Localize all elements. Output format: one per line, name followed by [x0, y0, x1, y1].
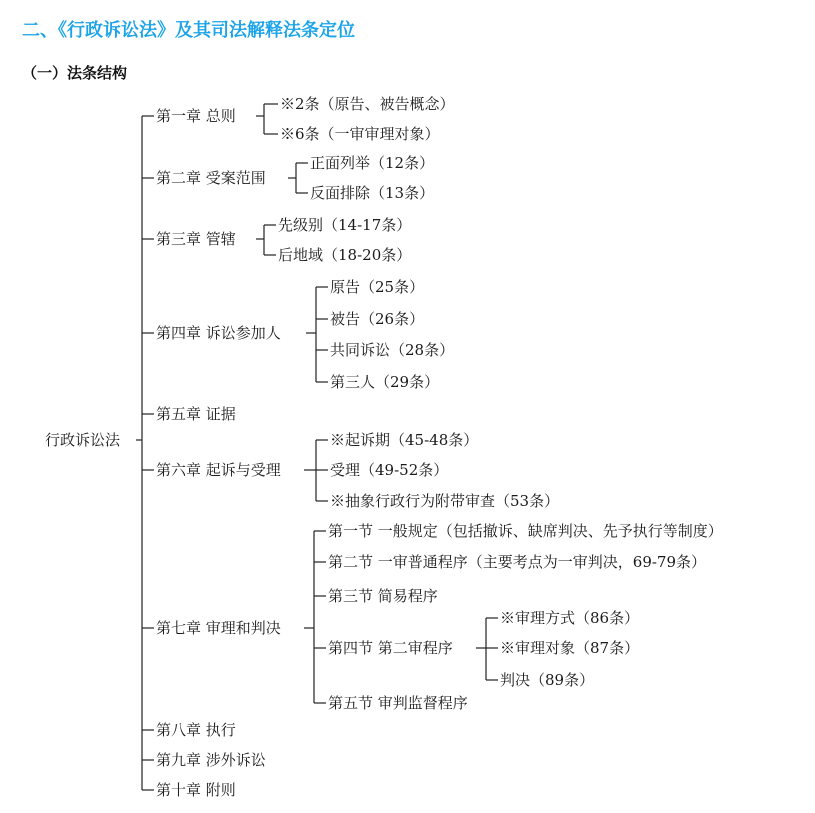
chapter-5: 第五章 证据	[156, 405, 236, 423]
chapter-6: 第六章 起诉与受理	[156, 461, 281, 479]
chapter-8: 第八章 执行	[156, 721, 236, 739]
chapter-2: 第二章 受案范围	[156, 169, 266, 187]
chapter-7-section-5: 第五节 审判监督程序	[328, 694, 468, 712]
section-title: 二、《行政诉讼法》及其司法解释法条定位	[22, 20, 355, 41]
section-4-item-2: ※审理对象（87条）	[500, 639, 640, 657]
chapter-1-item-2: ※6条（一审审理对象）	[280, 125, 440, 143]
chapter-2-item-1: 正面列举（12条）	[310, 154, 435, 172]
section-4-item-1: ※审理方式（86条）	[500, 609, 640, 627]
chapter-1-item-1: ※2条（原告、被告概念）	[280, 95, 455, 113]
chapter-1: 第一章 总则	[156, 107, 236, 125]
tree-root: 行政诉讼法	[45, 431, 121, 449]
chapter-3: 第三章 管辖	[156, 230, 236, 248]
chapter-9: 第九章 涉外诉讼	[156, 751, 266, 769]
chapter-4-item-2: 被告（26条）	[330, 310, 425, 328]
chapter-4-item-3: 共同诉讼（28条）	[330, 341, 455, 359]
chapter-4-item-1: 原告（25条）	[330, 278, 425, 296]
chapter-10: 第十章 附则	[156, 781, 236, 799]
chapter-2-item-2: 反面排除（13条）	[310, 184, 435, 202]
chapter-3-item-2: 后地域（18-20条）	[278, 246, 412, 264]
subsection-title: （一）法条结构	[22, 64, 128, 82]
chapter-6-item-1: ※起诉期（45-48条）	[330, 431, 479, 449]
chapter-3-item-1: 先级别（14-17条）	[278, 216, 412, 234]
chapter-6-item-3: ※抽象行政行为附带审查（53条）	[330, 492, 560, 510]
chapter-6-item-2: 受理（49-52条）	[330, 461, 449, 479]
chapter-4: 第四章 诉讼参加人	[156, 324, 281, 342]
chapter-7-section-3: 第三节 简易程序	[328, 587, 438, 605]
chapter-7: 第七章 审理和判决	[156, 619, 281, 637]
chapter-7-section-2: 第二节 一审普通程序（主要考点为一审判决，69-79条）	[328, 553, 707, 571]
section-4-item-3: 判决（89条）	[500, 671, 595, 689]
chapter-7-section-1: 第一节 一般规定（包括撤诉、缺席判决、先予执行等制度）	[328, 522, 723, 540]
chapter-4-item-4: 第三人（29条）	[330, 373, 440, 391]
chapter-7-section-4: 第四节 第二审程序	[328, 639, 453, 657]
